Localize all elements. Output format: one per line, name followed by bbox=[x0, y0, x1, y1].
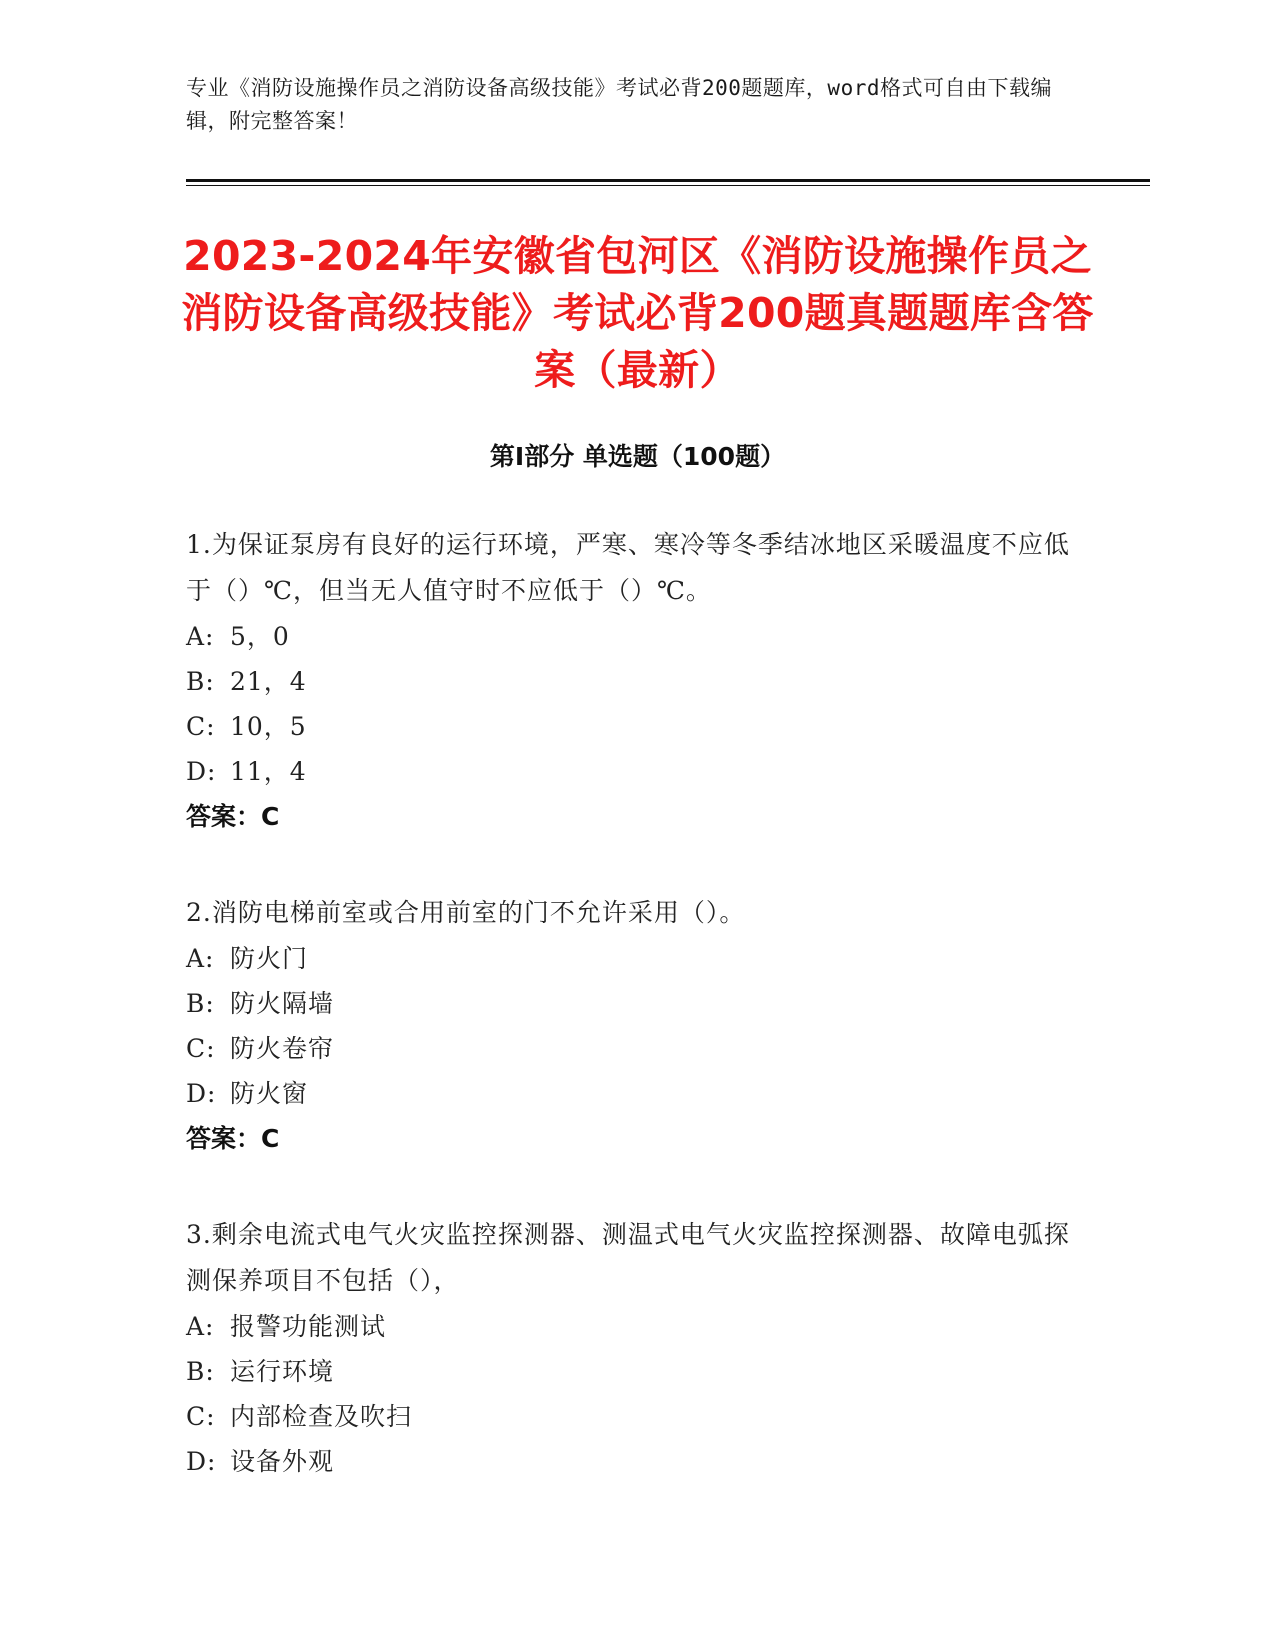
option-b bbox=[186, 981, 1076, 1026]
option-text: 报警功能测试 bbox=[230, 1312, 387, 1341]
header-rule-thick bbox=[186, 179, 1150, 182]
answer-line: 答案：C bbox=[186, 802, 280, 831]
option-c bbox=[186, 1026, 1076, 1071]
option-d bbox=[186, 749, 1076, 794]
option-text: 5，0 bbox=[230, 622, 290, 651]
option-d bbox=[186, 1439, 1076, 1484]
option-letter: A: bbox=[186, 622, 215, 651]
option-c bbox=[186, 1394, 1076, 1439]
option-text: 防火门 bbox=[230, 944, 309, 973]
section-heading: 第I部分 单选题（100题） bbox=[489, 442, 786, 471]
option-a bbox=[186, 1304, 1076, 1349]
option-letter: D: bbox=[186, 1079, 217, 1108]
question-3 bbox=[186, 1212, 1076, 1484]
option-text: 内部检查及吹扫 bbox=[230, 1402, 413, 1431]
question-list bbox=[186, 522, 1076, 1534]
header-rule-thin bbox=[186, 185, 1150, 186]
option-letter: B: bbox=[186, 989, 215, 1018]
option-letter: C: bbox=[186, 1034, 216, 1063]
option-letter: C: bbox=[186, 1402, 216, 1431]
option-text: 设备外观 bbox=[230, 1447, 335, 1476]
option-a bbox=[186, 614, 1076, 659]
document-title: 2023-2024年安徽省包河区《消防设施操作员之消防设备高级技能》考试必背200题真题题库含答案（最新） bbox=[181, 232, 1094, 394]
option-text: 防火窗 bbox=[230, 1079, 309, 1108]
option-text: 21，4 bbox=[230, 667, 307, 696]
option-text: 运行环境 bbox=[230, 1357, 335, 1386]
header-note: 专业《消防设施操作员之消防设备高级技能》考试必背200题题库，word格式可自由下载编辑，附完整答案！ bbox=[186, 76, 1052, 133]
option-text: 防火卷帘 bbox=[230, 1034, 335, 1063]
question-2 bbox=[186, 890, 1076, 1162]
question-1 bbox=[186, 522, 1076, 840]
option-text: 防火隔墙 bbox=[230, 989, 335, 1018]
option-c bbox=[186, 704, 1076, 749]
question-stem: 1.为保证泵房有良好的运行环境，严寒、寒冷等冬季结冰地区采暖温度不应低于（）℃，但当无人值守时不应低于（）℃。 bbox=[186, 530, 1070, 605]
option-text: 10，5 bbox=[230, 712, 307, 741]
option-letter: D: bbox=[186, 1447, 217, 1476]
option-letter: B: bbox=[186, 1357, 215, 1386]
option-letter: A: bbox=[186, 1312, 215, 1341]
option-d bbox=[186, 1071, 1076, 1116]
option-b bbox=[186, 1349, 1076, 1394]
option-letter: A: bbox=[186, 944, 215, 973]
option-letter: B: bbox=[186, 667, 215, 696]
option-letter: C: bbox=[186, 712, 216, 741]
question-stem: 3.剩余电流式电气火灾监控探测器、测温式电气火灾监控探测器、故障电弧探测保养项目不包括（）， bbox=[186, 1220, 1070, 1295]
option-b bbox=[186, 659, 1076, 704]
option-letter: D: bbox=[186, 757, 217, 786]
option-text: 11，4 bbox=[230, 757, 307, 786]
option-a bbox=[186, 936, 1076, 981]
answer-line: 答案：C bbox=[186, 1124, 280, 1153]
question-stem: 2.消防电梯前室或合用前室的门不允许采用（）。 bbox=[186, 898, 746, 927]
